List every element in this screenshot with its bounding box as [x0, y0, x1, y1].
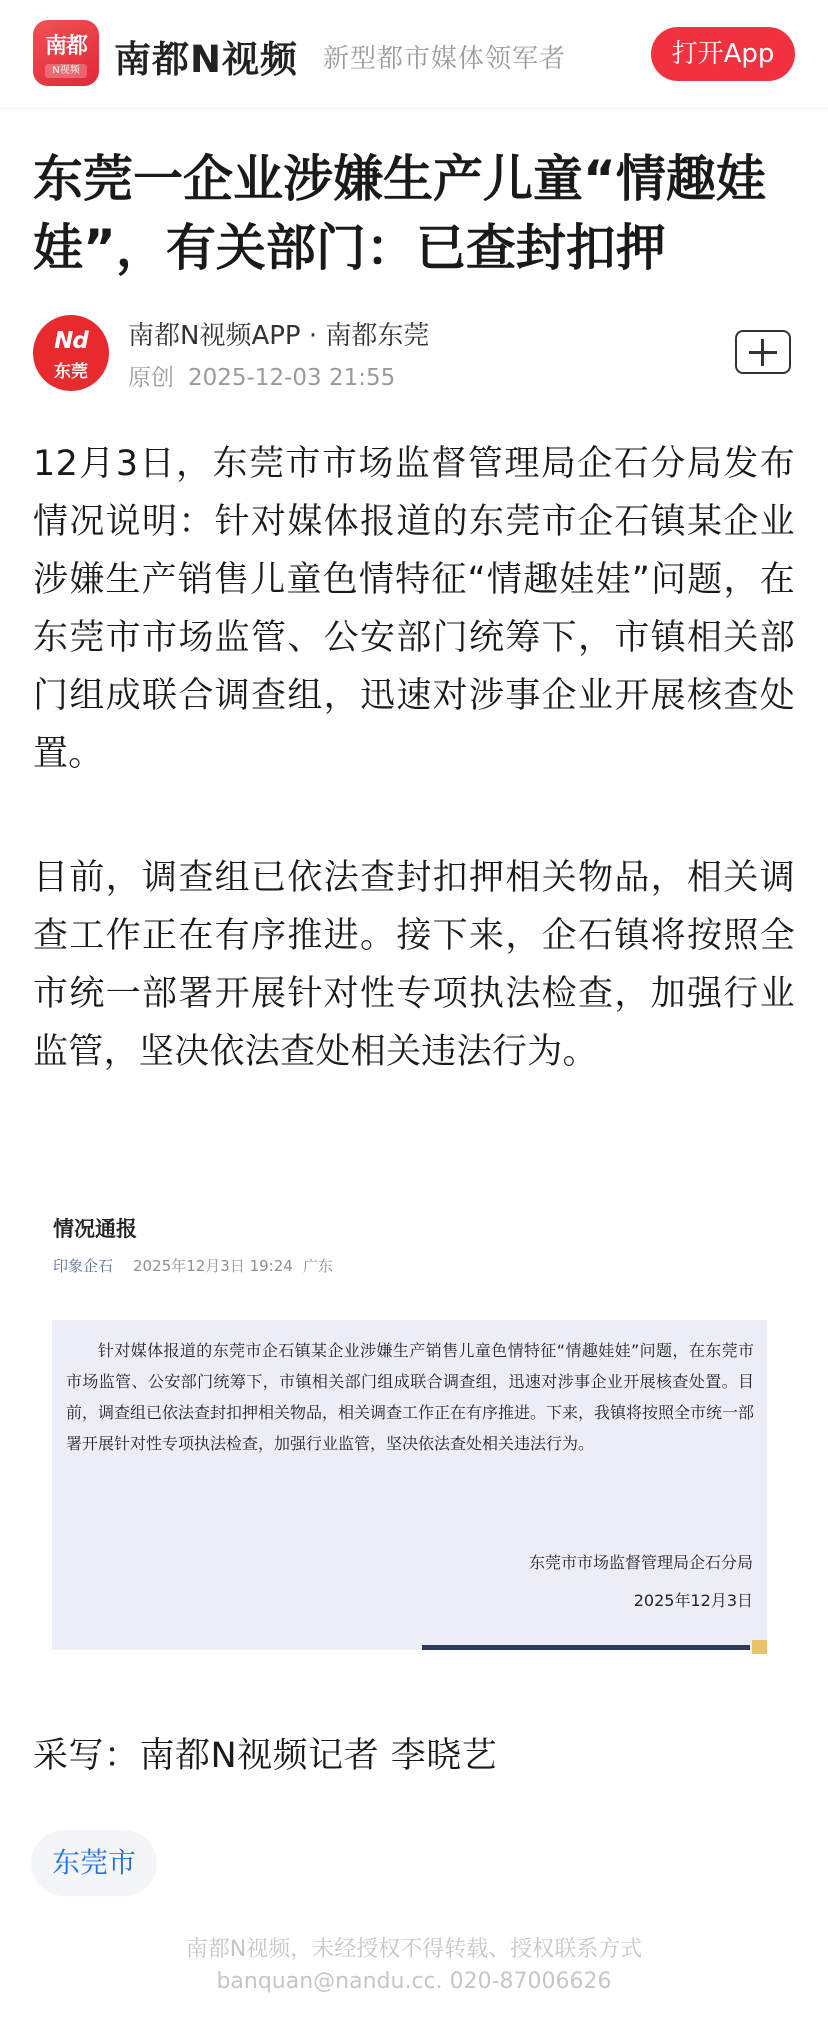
notice-meta	[53, 1255, 333, 1276]
copyright-line: 南都N视频，未经授权不得转载、授权联系方式	[185, 1937, 643, 1962]
tag-chip[interactable]: 东莞市	[31, 1830, 157, 1896]
notice-datetime: 2025年12月3日 19:24	[133, 1257, 293, 1275]
app-logo[interactable]	[33, 20, 99, 86]
open-app-button[interactable]: 打开App	[651, 27, 795, 81]
article-paragraph: 目前，调查组已依法查封扣押相关物品，相关调查工作正在有序推进。接下来，企石镇将按照全市统一部署开展针对性专项执法检查，加强行业监管，坚决依法查处相关违法行为。	[33, 858, 795, 1072]
app-name: 南都N视频	[114, 38, 298, 81]
byline: 采写：南都N视频记者 李晓艺	[33, 1736, 498, 1776]
notice-image[interactable]	[33, 1195, 795, 1665]
publish-time: 2025-12-03 21:55	[188, 365, 396, 391]
app-slogan: 新型都市媒体领军者	[323, 44, 567, 74]
article-meta	[128, 359, 395, 392]
notice-location: 广东	[302, 1257, 333, 1275]
author-name[interactable]: 南都N视频APP · 南都东莞	[128, 321, 430, 351]
follow-button[interactable]	[735, 330, 791, 374]
notice-decor-square	[752, 1640, 767, 1654]
copyright-contact: banquan@nandu.cc. 020-87006626	[216, 1969, 612, 1994]
original-label: 原创	[128, 365, 174, 391]
article-paragraph: 12月3日，东莞市市场监督管理局企石分局发布情况说明：针对媒体报道的东莞市企石镇某企业涉嫌生产销售儿童色情特征“情趣娃娃”问题，在东莞市市场监管、公安部门统筹下，市镇相关部门组成联合调查组，迅速对涉事企业开展核查处置。	[33, 444, 795, 774]
notice-title: 情况通报	[53, 1217, 137, 1241]
notice-org: 东莞市市场监督管理局企石分局	[528, 1553, 753, 1572]
notice-source: 印象企石	[53, 1257, 114, 1275]
app-logo-subtext: N视频	[45, 64, 87, 78]
notice-content-box	[52, 1320, 767, 1650]
app-logo-text: 南都	[44, 33, 87, 59]
top-bar	[0, 0, 828, 109]
author-avatar-logo: Nd	[54, 328, 88, 354]
notice-decor-bar	[422, 1645, 750, 1650]
author-avatar-label: 东莞	[54, 362, 88, 382]
notice-body: 针对媒体报道的东莞市企石镇某企业涉嫌生产销售儿童色情特征“情趣娃娃”问题，在东莞市市场监管、公安部门统筹下，市镇相关部门组成联合调查组，迅速对涉事企业开展核查处置。目前，调查组已依法查封扣押相关物品，相关调查工作正在有序推进。下来，我镇将按照全市统一部署开展针对性专项执法检查，加强行业监管，坚决依法查处相关违法行为。	[66, 1341, 755, 1453]
notice-date: 2025年12月3日	[633, 1591, 753, 1610]
article-title: 东莞一企业涉嫌生产儿童“情趣娃娃”，有关部门：已查封扣押	[33, 150, 766, 277]
author-avatar[interactable]	[33, 315, 109, 391]
